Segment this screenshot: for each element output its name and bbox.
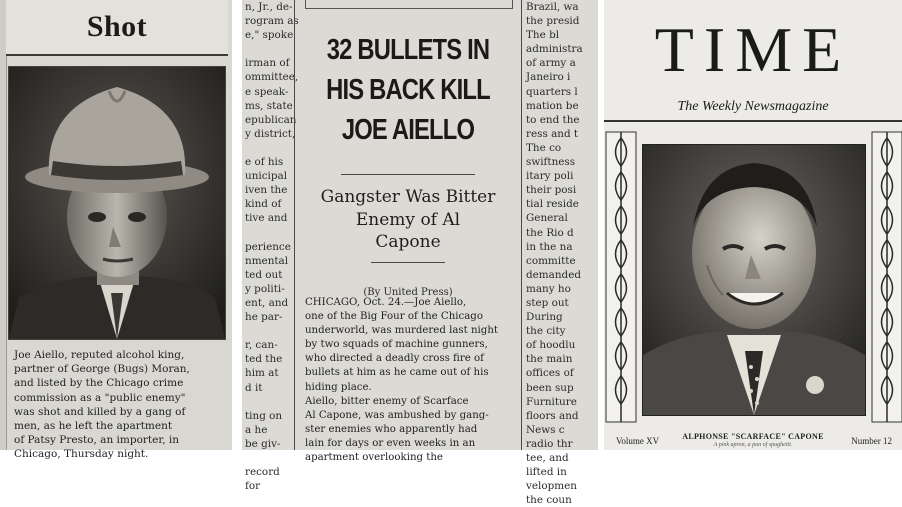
newspaper-article-panel [242,0,598,507]
column-line [242,42,294,56]
column-line: ms, state [245,99,293,112]
time-masthead [604,0,902,122]
deck-line: Gangster Was Bitter [320,187,496,207]
column-line: irman of [245,57,290,70]
column-line: record [245,466,280,479]
article-column [294,0,522,464]
cover-quote: A pink apron, a pan of spaghetti. [713,442,793,448]
caption-line: commission as a "public enemy" [14,391,186,404]
column-line: lifted in [526,466,567,479]
adjacent-column-left [242,0,299,493]
column-line: r, can- [245,339,278,352]
column-line: committe [526,254,576,267]
column-line: tive and [245,212,288,225]
separator-rule [341,174,475,175]
column-line: of army a [526,57,576,70]
column-line: the presid [526,15,580,28]
column-line: the main [526,353,573,366]
caption-line: partner of George (Bugs) Moran, [14,363,190,376]
caption-line: Joe Aiello, reputed alcohol king, [14,349,185,361]
caption-line: Chicago, Thursday night. [14,448,149,461]
smiling-man-portrait [643,145,865,415]
column-line: e speak- [245,85,289,98]
column-line: the coun [526,494,572,507]
caption-line: was shot and killed by a gang of [14,405,186,418]
time-tagline: The Weekly Newsmagazine [677,99,829,114]
column-line: Janeiro i [526,71,571,84]
column-line: The co [526,141,562,154]
body-line: by two squads of machine gunners, [305,339,488,351]
top-rule-box [305,0,513,9]
column-line: General [526,212,568,225]
column-line [242,395,294,409]
column-line: epublican [245,113,297,126]
column-line: to end the [526,113,580,126]
column-line: n, Jr., de- [245,1,293,13]
column-line: tee, and [526,452,569,464]
ornamental-border-right-icon [872,132,902,422]
column-line: velopmen [526,480,577,493]
column-line: the Rio d [526,226,574,239]
headline-line: 32 BULLETS IN [326,34,490,66]
body-line: Aiello, bitter enemy of Scarface [305,395,469,407]
column-line: been sup [526,381,574,394]
body-line: underworld, was murdered last night [305,325,498,337]
volume-label: Volume XV [616,436,660,446]
cover-subject-name: ALPHONSE "SCARFACE" CAPONE [682,432,824,441]
aiello-photo [8,66,226,340]
column-line [242,451,294,465]
column-line: their posi [526,184,577,197]
column-line: iven the [245,184,288,197]
body-line: lain for days or even weeks in an [305,437,476,449]
column-line: perience [245,240,291,253]
column-line [242,141,294,155]
column-line: ommittee, [245,71,299,84]
headline-line: HIS BACK KILL [326,74,490,106]
column-line: he par- [245,311,283,324]
capone-portrait [642,144,866,416]
headline [315,30,500,150]
column-line: News c [526,423,565,436]
column-line: many ho [526,282,571,295]
fedora-man-portrait [9,67,225,339]
column-line: demanded [526,268,581,281]
body-line: Al Capone, was ambushed by gang- [305,409,489,421]
caption-line: men, as he left the apartment [14,420,173,433]
caption-line: and listed by the Chicago crime [14,377,184,390]
column-line: a he [245,423,268,436]
column-line: Brazil, wa [526,1,579,13]
body-line: apartment overlooking the [305,452,443,464]
clipping-header [6,0,228,56]
column-line: unicipal [245,170,288,183]
issue-number: Number 12 [851,436,892,446]
deck-line: Enemy of Al [355,209,461,230]
column-line: e," spoke [245,29,294,42]
column-line: y politi- [245,282,285,295]
time-logo: TIME [654,14,852,85]
column-line [242,324,294,338]
column-line: ress and t [526,127,579,140]
column-line: rogram as [245,15,299,28]
column-line: nmental [245,254,289,267]
column-line: be giv- [245,437,281,450]
body-line: CHICAGO, Oct. 24.—Joe Aiello, [305,297,467,308]
photo-caption [14,348,226,462]
adjacent-column-right [522,0,598,507]
column-line: During [526,311,563,324]
headline-line: JOE AIELLO [341,114,475,146]
column-line: The bl [526,29,560,42]
deck-line: Capone [375,232,441,252]
subheadline [295,186,521,254]
column-line: mation be [526,99,579,112]
body-line: bullets at him as he came out of his [305,367,489,379]
body-line: one of the Big Four of the Chicago [305,311,483,323]
column-line: kind of [245,198,282,211]
body-line: hiding place. [305,381,372,393]
column-line: Furniture [526,395,577,408]
header-text: Shot [86,10,148,43]
column-line: him at [245,367,279,380]
column-line: the city [526,325,566,338]
column-line: step out [526,296,569,309]
column-line: ted out [245,268,283,281]
column-line: ting on [245,409,283,422]
column-rule [0,0,7,450]
column-line: y district, [245,127,296,140]
separator-rule [371,262,445,263]
column-line: ent, and [245,296,289,309]
byline: (By United Press) [363,287,453,298]
body-line: ster enemies who apparently had [305,423,478,435]
article-body [305,296,515,465]
column-line: offices of [526,367,574,380]
column-line: tial reside [526,198,579,211]
time-cover-panel [604,0,902,450]
column-line: for [245,480,261,493]
column-line: ted the [245,353,283,366]
column-line: d it [245,381,263,394]
column-line: e of his [245,156,284,169]
aiello-clipping-panel [0,0,232,461]
caption-line: of Patsy Presto, an importer, in [14,434,180,447]
column-line: in the na [526,240,573,253]
column-line: radio thr [526,437,573,450]
column-line: of hoodlu [526,339,576,352]
column-line: itary poli [526,170,574,183]
ornamental-border-left-icon [606,132,636,422]
column-line [242,226,294,240]
cover-footer [604,424,902,450]
column-line: quarters l [526,85,578,98]
column-line: swiftness [526,156,576,169]
column-line: floors and [526,409,579,422]
body-line: who directed a deadly cross fire of [305,353,484,365]
column-line: administra [526,43,583,56]
